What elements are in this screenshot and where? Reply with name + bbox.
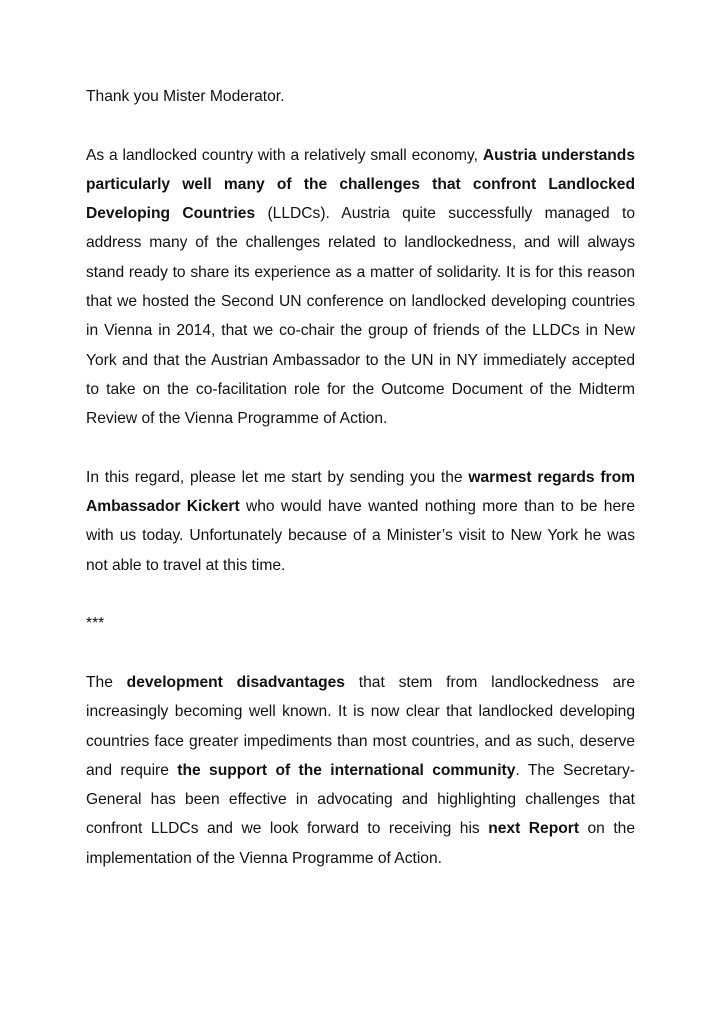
paragraph-austria-lldcs	[86, 141, 635, 434]
bold-segment: next Report	[488, 820, 580, 838]
text-segment: . The Secretary-General has been effective in advocating and highlighting challenges that confront LLDCs and we look forward to receiving his	[86, 761, 635, 838]
document-page	[86, 82, 635, 902]
greeting-text: Thank you Mister Moderator.	[86, 88, 285, 105]
text-segment: In this regard, please let me start by sending you the	[86, 468, 469, 486]
text-segment: that stem from landlockedness are increasingly becoming well known. It is now clear that landlocked developing countries face greater impediments than most countries, and as such, deserve and require	[86, 673, 635, 779]
bold-segment: the support of the international community	[177, 761, 516, 779]
text-segment: The	[86, 673, 127, 691]
bold-segment: Austria understands particularly well many of the challenges that confront Landlocked Developing Countries	[86, 146, 635, 223]
paragraph-disadvantages	[86, 668, 635, 873]
section-separator	[86, 609, 635, 638]
paragraph-regards	[86, 463, 635, 580]
bold-segment: development disadvantages	[126, 673, 345, 691]
bold-segment: warmest regards from Ambassador Kickert	[86, 468, 635, 516]
text-segment: on the implementation of the Vienna Programme of Action.	[86, 820, 635, 867]
text-segment: As a landlocked country with a relatively small economy,	[86, 146, 483, 164]
separator-text: ***	[86, 615, 105, 633]
text-segment: who would have wanted nothing more than to be here with us today. Unfortunately because of a Minister’s visit to New York he was not able to travel at this time.	[86, 498, 635, 574]
text-segment: (LLDCs). Austria quite successfully managed to address many of the challenges related to landlockedness, and will always stand ready to share its experience as a matter of solidarity. It is for this reason that we hosted the Second UN conference on landlocked developing countries in Vienna in 2014, that we co-chair the group of friends of the LLDCs in New York and that the Austrian Ambassador to the UN in NY immediately accepted to take on the co-facilitation role for the Outcome Document of the Midterm Review of the Vienna Programme of Action.	[86, 205, 635, 428]
paragraph-greeting	[86, 82, 635, 111]
